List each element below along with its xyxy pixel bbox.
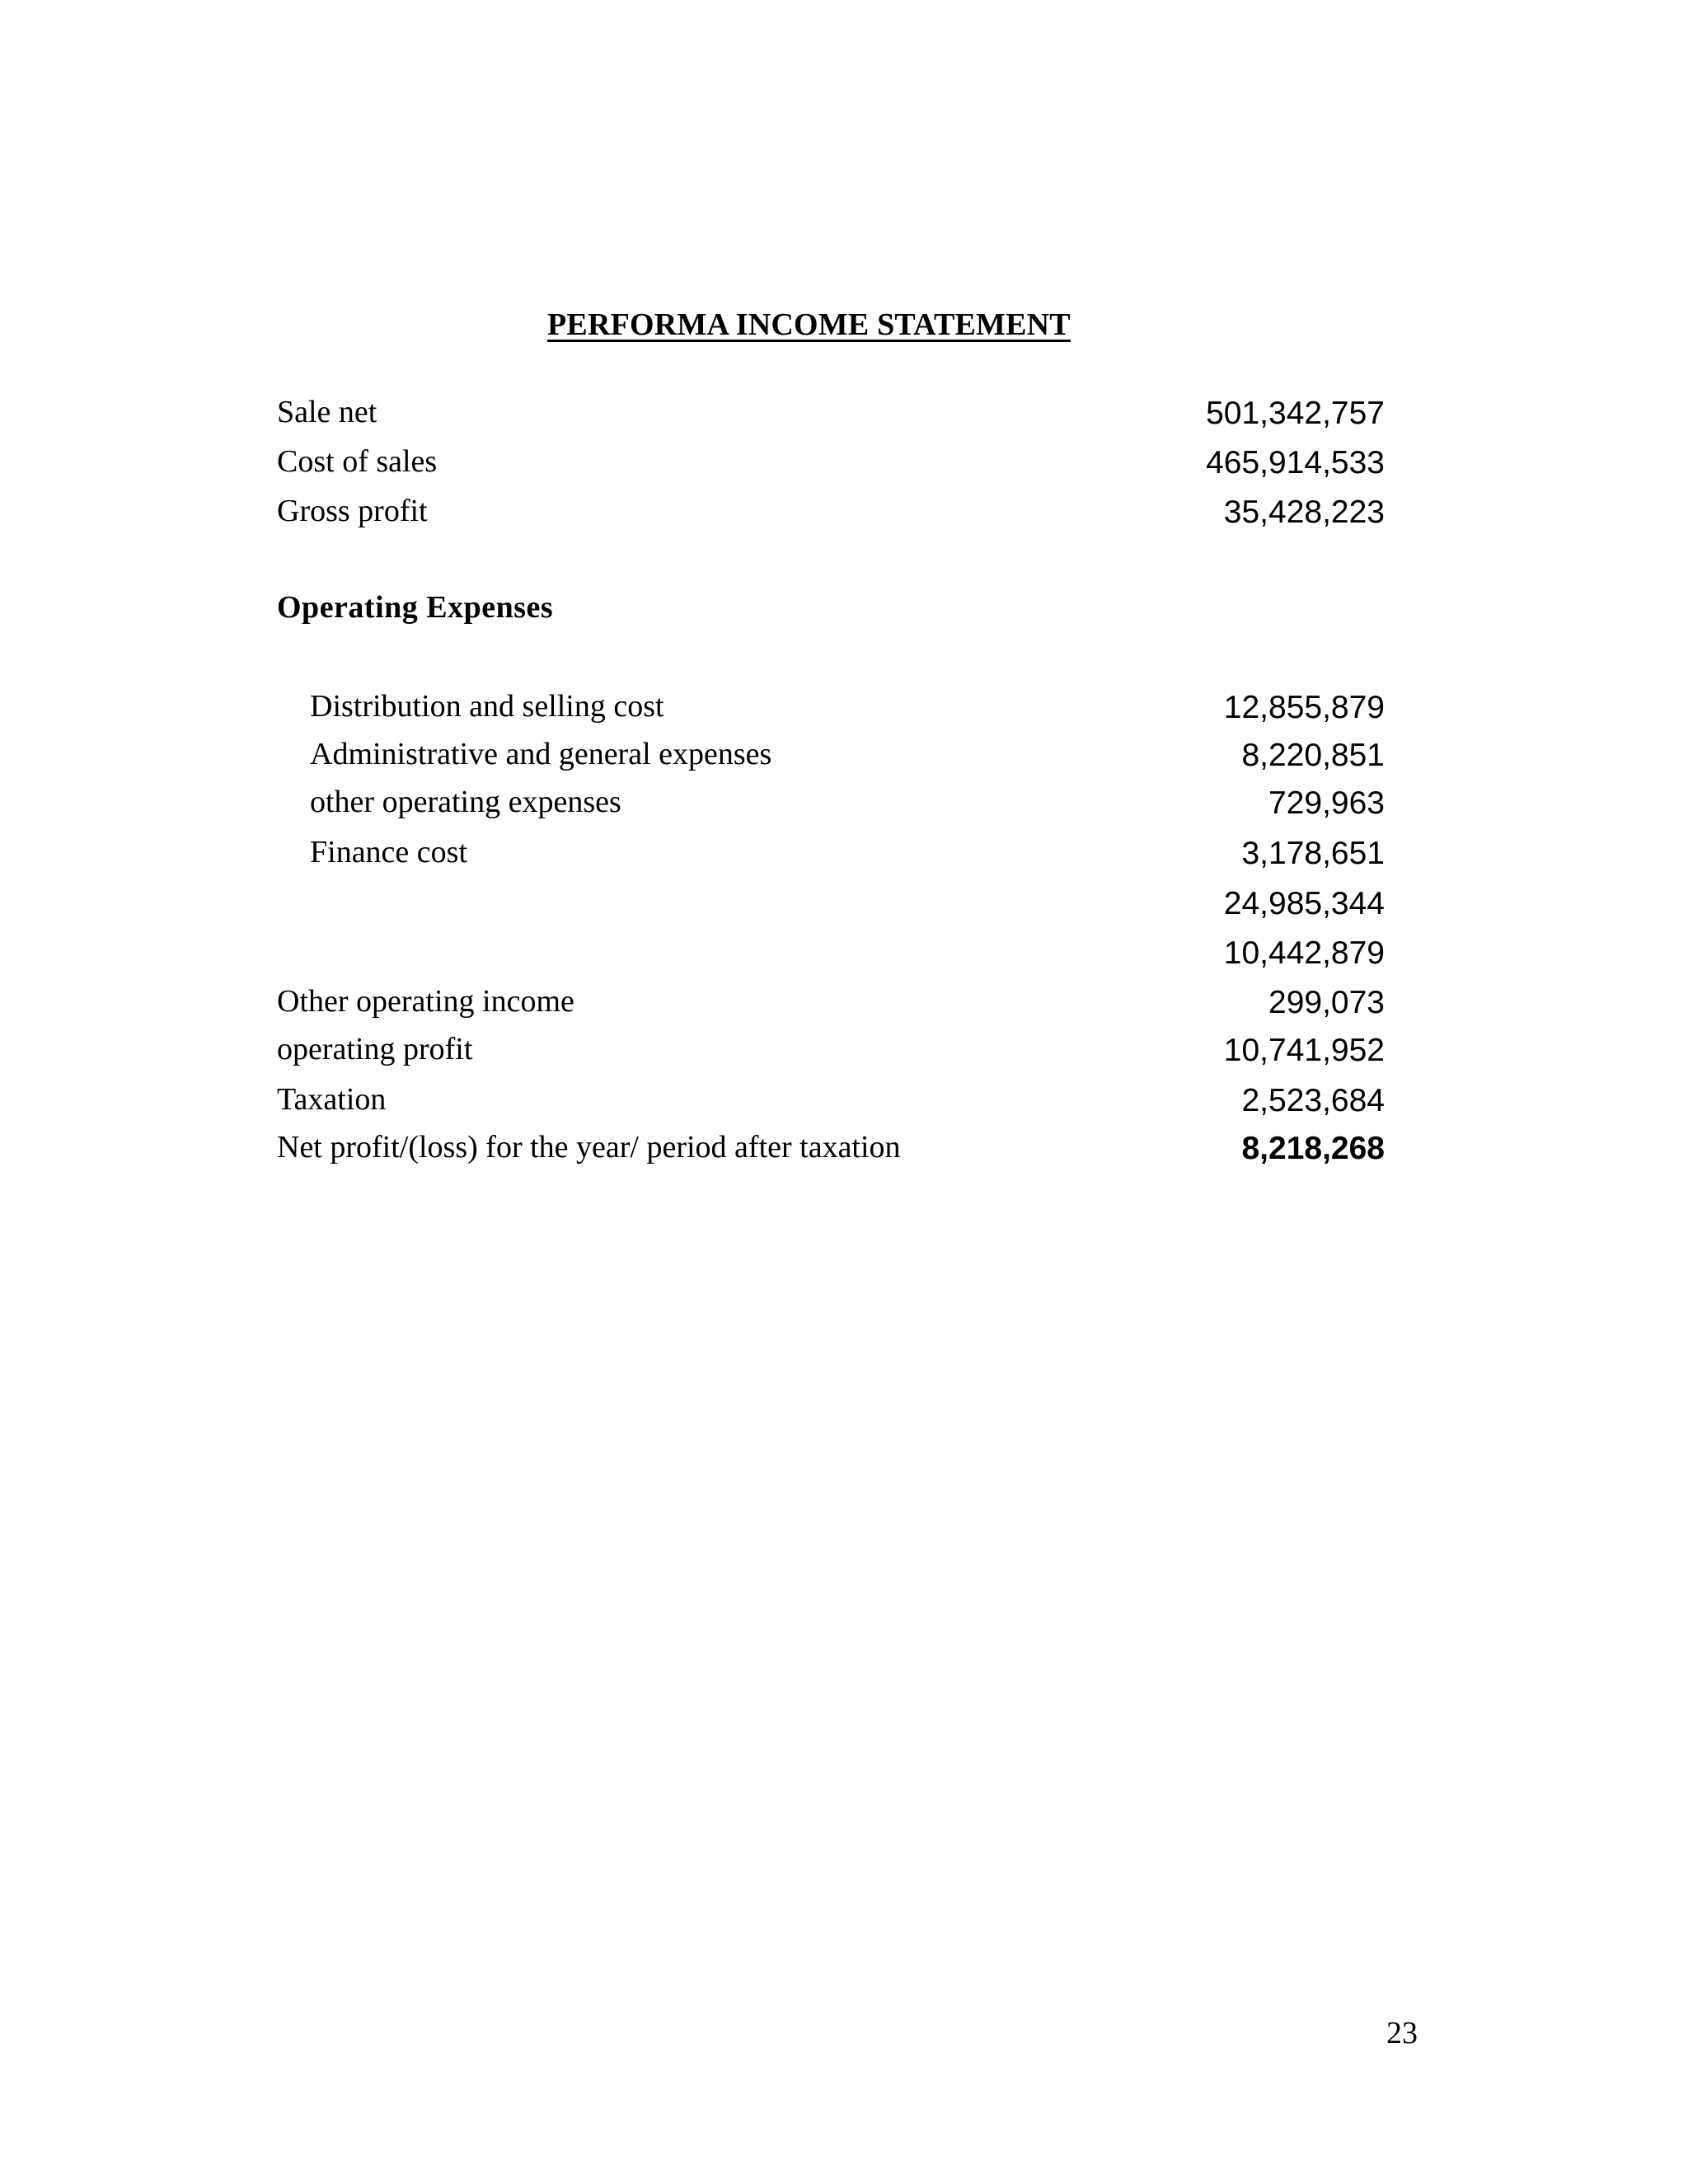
- row-label: Taxation: [277, 1082, 387, 1117]
- row-label: Gross profit: [277, 494, 428, 528]
- row-gross-profit: [277, 493, 1385, 542]
- row-administrative: [277, 736, 1385, 785]
- row-distribution: [277, 688, 1385, 738]
- row-label: Distribution and selling cost: [310, 689, 664, 724]
- row-value: 10,442,879: [1223, 935, 1385, 971]
- row-value: 12,855,879: [1223, 690, 1385, 725]
- row-label: Finance cost: [310, 835, 468, 869]
- section-heading-operating-expenses: Operating Expenses: [277, 590, 554, 625]
- row-value: 24,985,344: [1223, 886, 1385, 921]
- row-total-operating-expenses: [277, 884, 1385, 934]
- row-label: operating profit: [277, 1032, 473, 1066]
- row-taxation: [277, 1081, 1385, 1131]
- row-value: 8,218,268: [1241, 1131, 1385, 1166]
- row-value: 3,178,651: [1241, 836, 1385, 871]
- page-number: 23: [1386, 2016, 1418, 2050]
- row-value: 465,914,533: [1206, 445, 1385, 480]
- row-finance-cost: [277, 834, 1385, 883]
- row-value: 299,073: [1268, 985, 1385, 1020]
- row-other-operating-expenses: [277, 784, 1385, 833]
- row-value: 35,428,223: [1223, 494, 1385, 530]
- row-cost-of-sales: [277, 443, 1385, 493]
- row-subtotal: [277, 934, 1385, 983]
- row-value: 501,342,757: [1206, 396, 1385, 431]
- row-value: 729,963: [1268, 785, 1385, 821]
- row-value: 2,523,684: [1241, 1083, 1385, 1118]
- row-value: 10,741,952: [1223, 1033, 1385, 1068]
- row-label: Net profit/(loss) for the year/ period after taxation: [277, 1130, 901, 1165]
- page-title: PERFORMA INCOME STATEMENT: [547, 307, 1071, 342]
- row-label: other operating expenses: [310, 785, 621, 819]
- row-net-profit: [277, 1129, 1385, 1179]
- row-label: Other operating income: [277, 984, 574, 1019]
- row-sale-net: [277, 394, 1385, 443]
- row-label: Administrative and general expenses: [310, 737, 772, 771]
- row-operating-profit: [277, 1031, 1385, 1080]
- row-other-operating-income: [277, 983, 1385, 1033]
- row-label: Cost of sales: [277, 444, 438, 479]
- row-value: 8,220,851: [1241, 738, 1385, 773]
- row-label: Sale net: [277, 395, 377, 429]
